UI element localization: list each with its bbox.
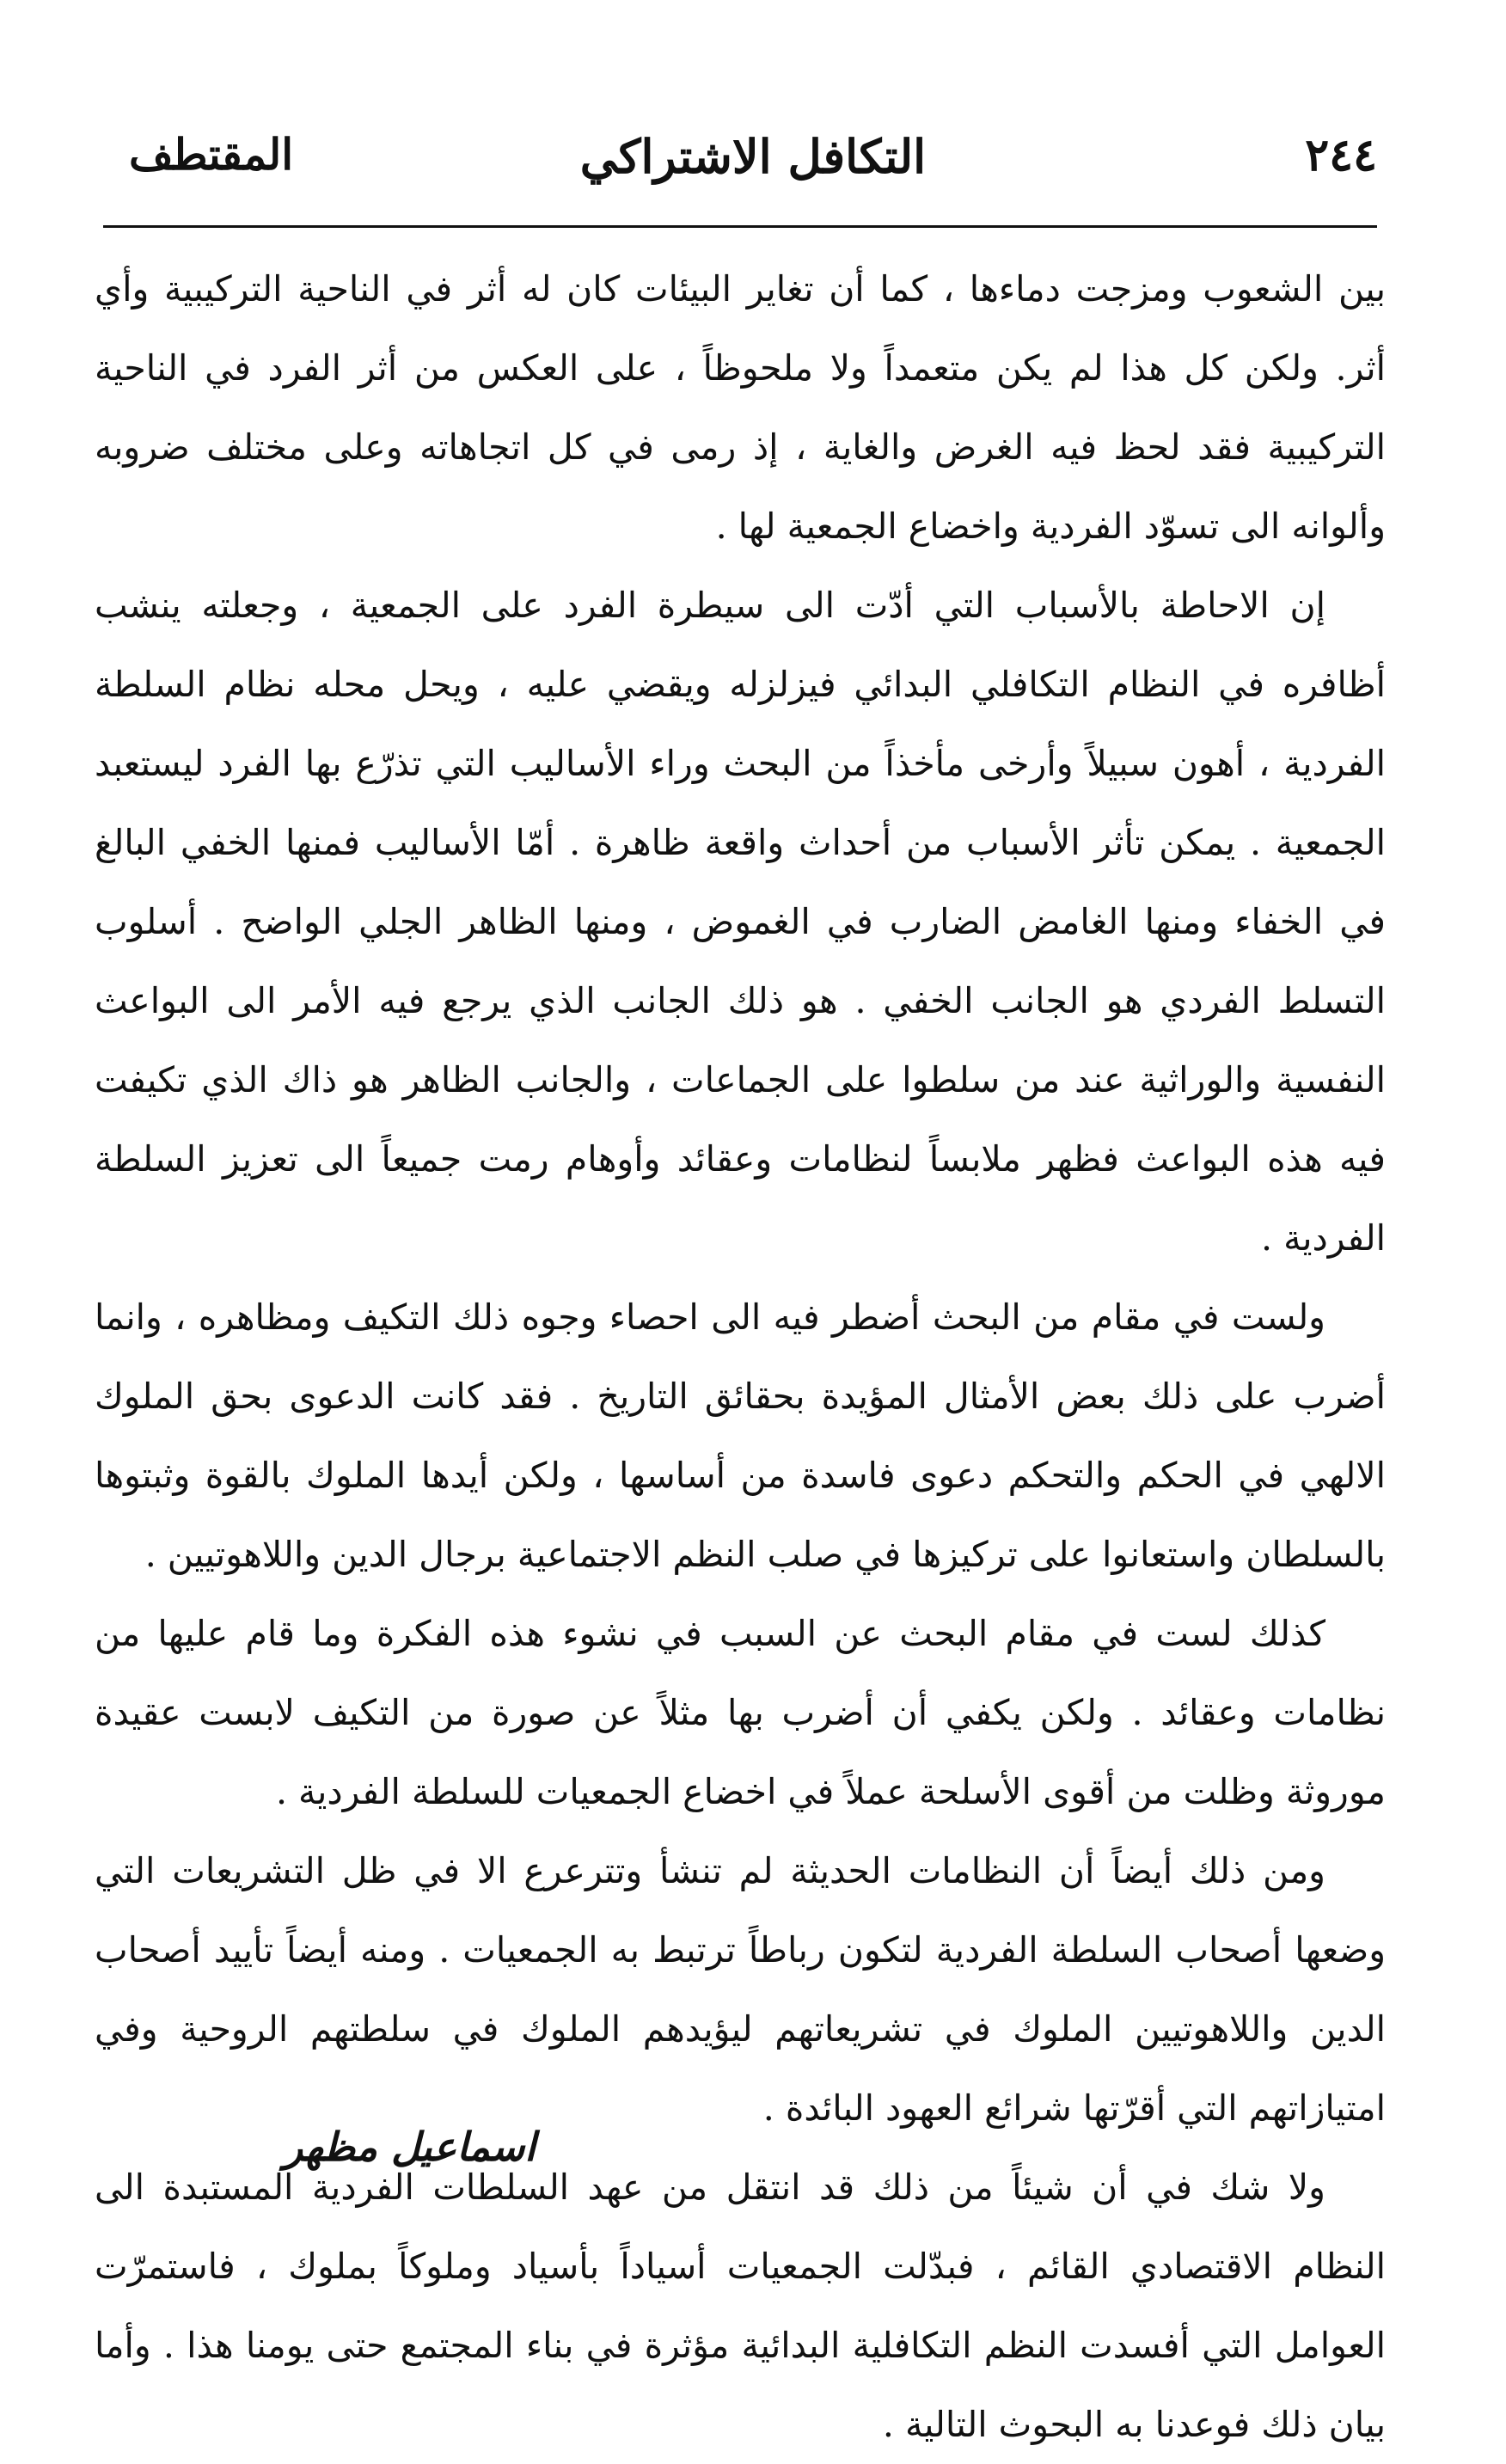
paragraph: بين الشعوب ومزجت دماءها ، كما أن تغاير البيئات كان له أثر في الناحية التركيبية وأي أثر. ولكن كل هذا لم يكن متعمداً ولا ملحوظاً ، على العكس من أثر الفرد في الناحية التركيبية فقد لحظ فيه الغرض والغاية ، إذ رمى في كل اتجاهاته وعلى مختلف ضروبه وألوانه الى تسوّد الفردية واخضاع الجمعية لها . [95,268,1386,547]
paragraph: إن الاحاطة بالأسباب التي أدّت الى سيطرة الفرد على الجمعية ، وجعلته ينشب أظافره في النظام التكافلي البدائي فيزلزله ويقضي عليه ، ويحل محله نظام السلطة الفردية ، أهون سبيلاً وأرخى مأخذاً من البحث وراء الأساليب التي تذرّع بها الفرد ليستعبد الجمعية . يمكن تأثر الأسباب من أحداث واقعة ظاهرة . أمّا الأساليب فمنها الخفي البالغ في الخفاء ومنها الغامض الضارب في الغموض ، ومنها الظاهر الجلي الواضح . أسلوب التسلط الفردي هو الجانب الخفي . هو ذلك الجانب الذي يرجع فيه الأمر الى البواعث النفسية والوراثية عند من سلطوا على الجماعات ، والجانب الظاهر هو ذاك الذي تكيفت فيه هذه البواعث فظهر ملابساً لنظامات وعقائد وأوهام رمت جميعاً الى تعزيز السلطة الفردية . [95,585,1386,1259]
paragraph: ولست في مقام من البحث أضطر فيه الى احصاء وجوه ذلك التكيف ومظاهره ، وانما أضرب على ذلك بعض الأمثال المؤيدة بحقائق التاريخ . فقد كانت الدعوى بحق الملوك الالهي في الحكم والتحكم دعوى فاسدة من أساسها ، ولكن أيدها الملوك بالقوة وثبتوها بالسلطان واستعانوا على تركيزها في صلب النظم الاجتماعية برجال الدين واللاهوتيين . [95,1296,1386,1575]
running-header [129,129,1377,206]
paragraph: ومن ذلك أيضاً أن النظامات الحديثة لم تنشأ وتترعرع الا في ظل التشريعات التي وضعها أصحاب السلطة الفردية لتكون رباطاً ترتبط به الجمعيات . ومنه أيضاً تأييد أصحاب الدين واللاهوتيين الملوك في تشريعاتهم ليؤيدهم الملوك في سلطتهم الروحية وفي امتيازاتهم التي أقرّتها شرائع العهود البائدة . [95,1850,1386,2129]
page-number: ٢٤٤ [1305,129,1377,181]
author-signature: اسماعيل مظهر [284,2124,536,2170]
paragraph: كذلك لست في مقام البحث عن السبب في نشوء هذه الفكرة وما قام عليها من نظامات وعقائد . ولكن يكفي أن أضرب بها مثلاً عن صورة من التكيف لابست عقيدة موروثة وظلت من أقوى الأسلحة عملاً في اخضاع الجمعيات للسلطة الفردية . [95,1613,1386,1812]
header-divider [103,225,1377,228]
journal-name: المقتطف [129,129,294,180]
paragraph: ولا شك في أن شيئاً من ذلك قد انتقل من عهد السلطات الفردية المستبدة الى النظام الاقتصادي القائم ، فبدّلت الجمعيات أسياداً بأسياد وملوكاً بملوك ، فاستمرّت العوامل التي أفسدت النظم التكافلية البدائية مؤثرة في بناء المجتمع حتى يومنا هذا . وأما بيان ذلك فوعدنا به البحوث التالية . [95,2167,1386,2445]
article-title: التكافل الاشتراكي [579,129,927,184]
